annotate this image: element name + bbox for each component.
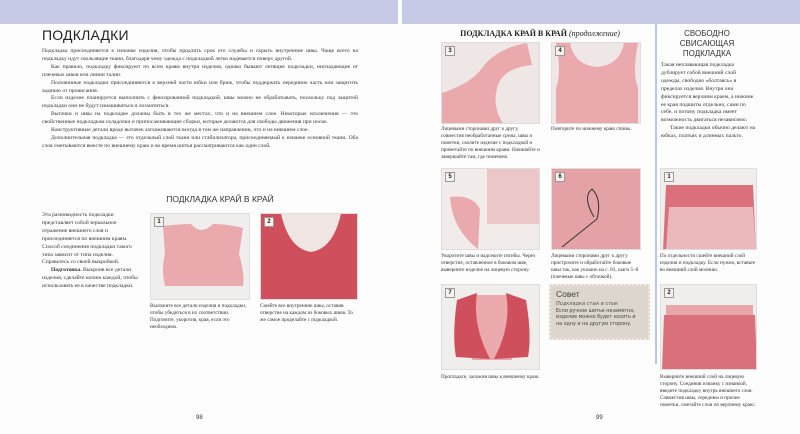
step-photo-5 <box>441 168 540 250</box>
step-number: 2 <box>264 217 274 227</box>
step-photo-7 <box>441 284 540 370</box>
sidebar-divider <box>655 24 657 364</box>
intro-text <box>42 48 358 151</box>
section-text <box>42 212 140 291</box>
sidebar-step-caption-2: Выверните внешний слой на лицевую сторону. Соединив изнанку с изнанкой, введите подкладку внутрь внешнего слоя. Совместив швы, середины и прочие пометки, сметайте слои по верхнему краю. <box>660 374 756 408</box>
tip-box <box>549 284 650 340</box>
sidebar-step-photo-2 <box>660 284 757 370</box>
back-edge-image <box>552 43 641 124</box>
paragraph: Вытачки и швы на подкладке должны быть в тех же местах, что и на внешнем слое. Некоторые исключения — это свойственные подкладкам складочки и припосаживающие сборки, которые делаются для свободы движения при носке. <box>42 111 358 126</box>
paragraph: Такие подкладки обычно делают на юбках, платьях и длинных пальто. <box>661 125 756 140</box>
tip-body: Если ручное шитье незаметно, изделие можно будет носить и на одну и на другую сторону. <box>556 309 636 327</box>
step-number: 1 <box>154 217 164 227</box>
step-number: 6 <box>555 172 565 182</box>
pressed-vest-image <box>442 285 540 370</box>
skirt-layers-image <box>661 169 757 250</box>
step-caption-2: Сшейте все внутренние швы, оставив отверстие на каждом из боковых швов. То же самое проделайте с подкладкой. <box>260 303 353 323</box>
step-number: 1 <box>664 172 674 182</box>
step-photo-1 <box>150 213 250 300</box>
step-caption-4: Повторите по нижнему краю спины. <box>551 126 632 132</box>
tip-title: Совет <box>556 289 580 299</box>
turned-out-image <box>442 169 540 250</box>
top-band-right <box>402 0 800 24</box>
paragraph: Половинные подкладки присоединяются к верхней части юбки или брюк, чтобы поддержать переднюю часть или защитить заднюю от провисания. <box>42 79 358 94</box>
step-caption-1: Выложите все детали изделия и подкладки, чтобы убедиться в их соответствии. Подгоните, укоротив, края, если это необходимо. <box>150 303 247 330</box>
section-title: ПОДКЛАДКА КРАЙ В КРАЙ <box>460 29 567 38</box>
bodice-sewn-image <box>261 214 358 300</box>
paragraph: Эта разновидность подкладки представляет собой зеркальное отражение внешнего слоя и присоединяется по внешним краям. Способ соединения подкладки такого типа зависит от типа изделия. Справьтесь со своей выкройкой. <box>42 212 132 266</box>
section-suffix: (продолжение) <box>568 29 620 38</box>
top-band-left <box>0 0 398 24</box>
paragraph: Конструктивные детали вроде вытачек заглаживаются всегда в том же направлении, что и на внешнем слое. <box>51 127 309 134</box>
paragraph: Дополнительная подкладка — это отдельный слой ткани или стабилизатора, присоединяемый к изнанке основной ткани. Оба слоя сметываются вместе по внешнему краю и во время шитья рассматриваются как один слой. <box>42 134 358 149</box>
side-seam-image <box>552 169 641 250</box>
paragraph: Подкладка присоединяется к изнанке изделия, чтобы продлить срок его службы и скрыть внутренние швы. Чаще всего на подкладку идут скользящие ткани, благодаря чему одежда с подкладкой легко надевается поверх другой. <box>42 48 358 62</box>
paragraph: Такая неплавающая подкладка дублирует собой внешний слой одежды, свободно «болтаясь» в пределах изделия. Внутри она фиксируется верхним краем, а нижние ее края подшиты отдельно, сами по себе, и потому подкладка имеет возможность двигаться независимо. <box>661 62 754 124</box>
page-title: ПОДКЛАДКИ <box>42 27 129 43</box>
section-heading <box>440 29 640 38</box>
step-caption-5: Укоротите швы и надсеките изгибы. Через отверстие, оставленное в боковом шве, выверните изделие на лицевую сторону. <box>441 253 536 273</box>
paragraph: Если изделие планируется выполнить с фиксированной подкладкой, швы можно не обрабатывать, поскольку под защитой подкладки они не будут изнашиваться и лохматиться. <box>42 95 358 110</box>
sidebar-step-caption-1: По отдельности сшейте внешний слой изделия и подкладку. Если нужно, вставьте во внешний слой молнию. <box>660 253 756 273</box>
sidebar-text <box>661 62 757 141</box>
page-number: 98 <box>196 415 203 421</box>
step-caption-7: Прогладьте, заложив швы к внешнему краю. <box>441 374 540 380</box>
step-number: 5 <box>445 172 455 182</box>
step-number: 3 <box>445 46 455 56</box>
sidebar-step-photo-1 <box>660 168 757 250</box>
skirt-basted-image <box>661 285 757 370</box>
step-number: 7 <box>445 288 455 298</box>
step-photo-6 <box>551 168 641 250</box>
paragraph: Как правило, подкладку фиксируют по всем краям внутри изделия, однако бывают летящие подкладки, ниспадающие от плечевых швов или линии талии. <box>42 63 358 78</box>
prep-text: Выкроив все детали изделия, сделайте копию каждой, чтобы использовать ее в качестве подкладки. <box>42 267 138 290</box>
prep-label: Подготовка. <box>51 267 82 274</box>
step-photo-2 <box>260 213 358 300</box>
step-number: 2 <box>664 288 674 298</box>
section-heading: ПОДКЛАДКА КРАЙ В КРАЙ <box>166 194 274 204</box>
step-caption-6: Лицевыми сторонами друг к другу пристрочите и обработайте боковые швы так, как указано на с. 83, шаги 5–8 (плечевые швы с обтачкой). <box>551 253 639 280</box>
step-caption-3: Лицевыми сторонами друг к другу, совместив необработанные срезы, швы и пометки, сколите изделие с подкладкой и приметайте по внешним краям. Начинайте и завершайте там, где помечено. <box>441 126 540 160</box>
sidebar-heading: СВОБОДНО СВИСАЮЩАЯ ПОДКЛАДКА <box>679 29 735 58</box>
paragraph <box>42 267 140 291</box>
step-photo-4 <box>551 42 641 124</box>
lining-pinned-image <box>442 43 540 124</box>
page-number: 99 <box>596 415 603 421</box>
step-number: 4 <box>555 46 565 56</box>
tip-subtitle: Подкладка стык в стык <box>556 301 619 307</box>
bodice-lining-image <box>151 214 250 300</box>
step-photo-3 <box>441 42 540 124</box>
